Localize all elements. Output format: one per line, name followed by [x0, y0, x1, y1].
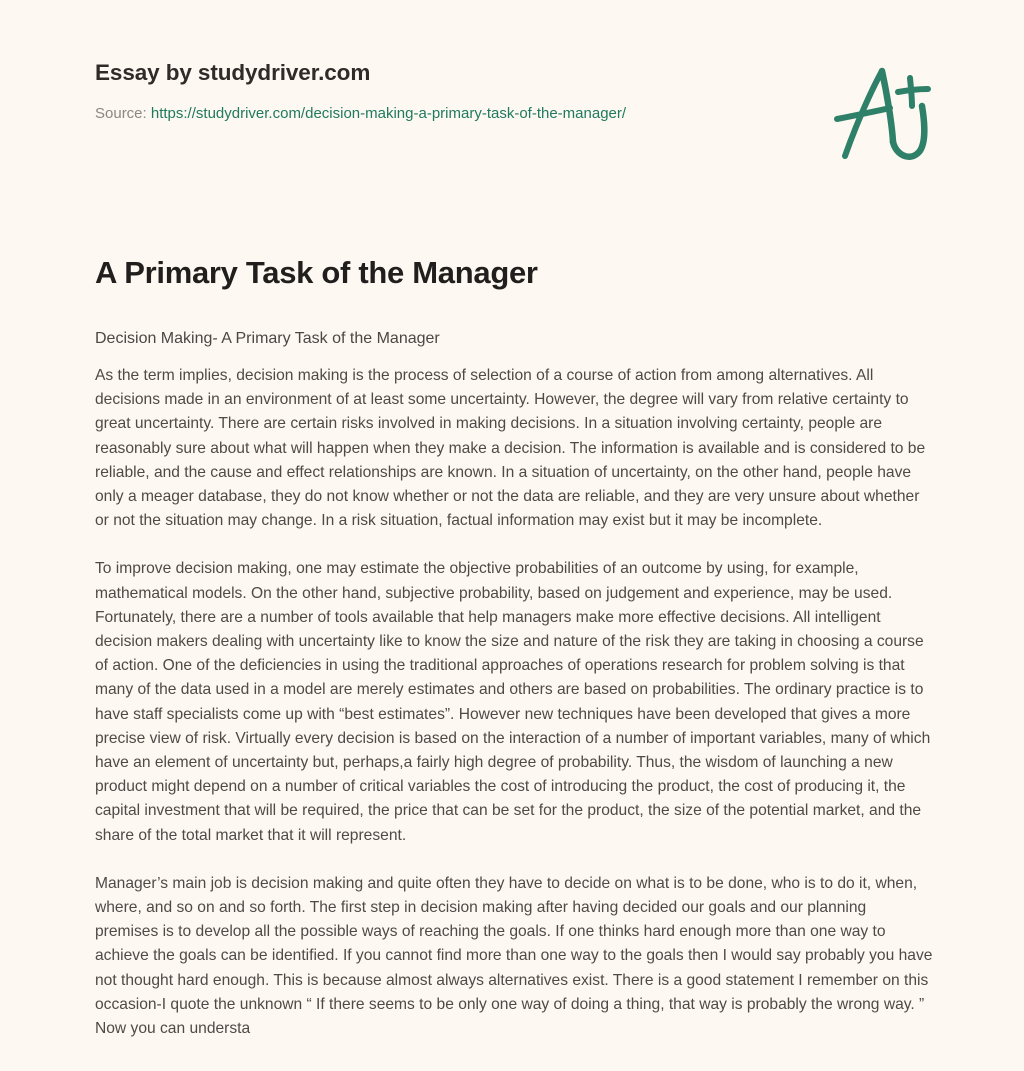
- source-label: Source:: [95, 105, 147, 122]
- article-subtitle: Decision Making- A Primary Task of the Manager: [95, 330, 440, 347]
- paragraph: To improve decision making, one may estimate the objective probabilities of an outcome by using, for example, mathematical models. On the other hand, subjective probability, based on judgement and experience, may be used. Fortunately, there are a number of tools available that help managers make more effective decisions. All intelligent decision makers dealing with uncertainty like to know the size and nature of the risk they are taking in choosing a course of action. One of the deficiencies in using the traditional approaches of operations research for problem solving is that many of the data used in a model are merely estimates and others are based on probabilities. The ordinary practice is to have staff specialists come up with “best estimates”. However new techniques have been developed that gives a more precise view of risk. Virtually every decision is based on the interaction of a number of important variables, many of which have an element of uncertainty but, perhaps,a fairly high degree of probability. Thus, the wisdom of launching a new product might depend on a number of critical variables the cost of introducing the product, the cost of producing it, the capital investment that will be required, the price that can be set for the product, the size of the potential market, and the share of the total market that it will represent.: [95, 560, 931, 844]
- source-url-link[interactable]: https://studydriver.com/decision-making-a-primary-task-of-the-manager/: [150, 105, 627, 122]
- source-line: [95, 103, 945, 125]
- article: [95, 253, 933, 1041]
- paragraph: Manager’s main job is decision making and quite often they have to decide on what is to be done, who is to do it, when, where, and so on and so forth. The first step in decision making after having decided our goals and our planning premises is to develop all the possible ways of reaching the goals. If one thinks hard enough more than one way to achieve the goals can be identified. If you cannot find more than one way to the goals then I would say probably you have not thought hard enough. This is because almost always alternatives exist. There is a good statement I remember on this occasion-I quote the unknown “ If there seems to be only one way of doing a thing, that way is probably the wrong way. ” Now you can understa: [95, 874, 933, 1038]
- article-body: [95, 350, 933, 1041]
- page-header: [95, 58, 945, 125]
- brand-title: Essay by studydriver.com: [95, 60, 371, 85]
- page-title: A Primary Task of the Manager: [95, 255, 538, 290]
- paragraph: As the term implies, decision making is the process of selection of a course of action from among alternatives. All decisions made in an environment of at least some uncertainty. However, the degree will vary from relative certainty to great uncertainty. There are certain risks involved in making decisions. In a situation involving certainty, people are reasonably sure about what will happen when they make a decision. The information is available and is considered to be reliable, and the cause and effect relationships are known. In a situation of uncertainty, on the other hand, people have only a meager database, they do not know whether or not the data are reliable, and they are very unsure about whether or not the situation may change. In a risk situation, factual information may exist but it may be incomplete.: [95, 367, 926, 530]
